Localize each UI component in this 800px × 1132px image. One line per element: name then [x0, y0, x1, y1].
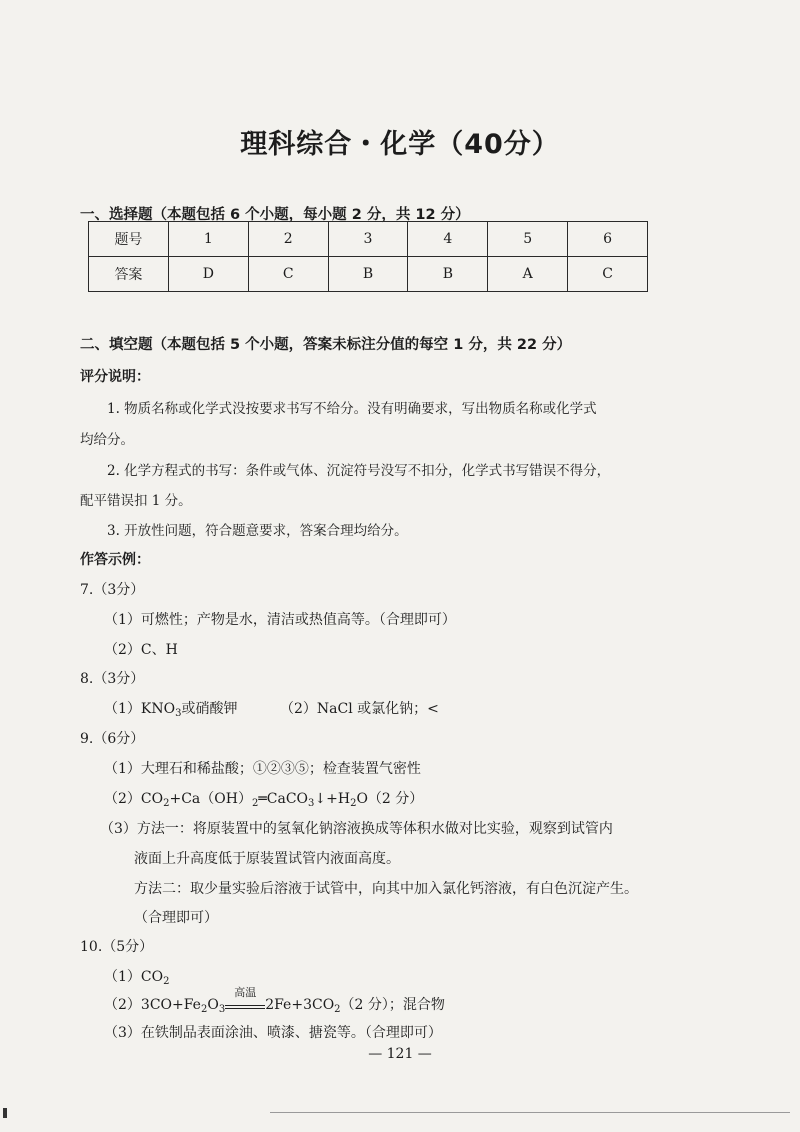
page-number: — 121 —	[368, 1046, 432, 1062]
table-header-question-number: 题号	[89, 222, 169, 257]
table-cell: 6	[568, 222, 648, 257]
table-row-numbers	[89, 222, 648, 257]
grading-note-3: 3. 开放性问题，符合题意要求，答案合理均给分。	[107, 523, 408, 539]
table-cell: 2	[248, 222, 328, 257]
q10-answer-2-equation	[104, 986, 445, 1015]
double-equals-sign	[225, 1005, 265, 1009]
eq-part: ↓+H	[314, 791, 351, 807]
table-cell: C	[248, 257, 328, 292]
q7-answer-2: （2）C、H	[104, 642, 178, 658]
grading-note-2-cont: 配平错误扣 1 分。	[80, 493, 192, 509]
table-cell: B	[408, 257, 488, 292]
eq-part: O	[207, 997, 219, 1013]
grading-note-2: 2. 化学方程式的书写：条件或气体、沉淀符号没写不扣分，化学式书写错误不得分，	[107, 463, 611, 479]
eq-part: +Ca（OH）	[169, 791, 252, 807]
table-cell: B	[328, 257, 408, 292]
eq-part: （2）3CO+Fe	[104, 997, 201, 1013]
q10-answer-3: （3）在铁制品表面涂油、喷漆、搪瓷等。（合理即可）	[104, 1025, 442, 1041]
eq-part: O（2 分）	[356, 791, 424, 807]
subscript: 2	[251, 798, 259, 809]
q7-answer-1: （1）可燃性；产物是水，清洁或热值高等。（合理即可）	[104, 612, 456, 628]
q9-answer-3-line1: （3）方法一：将原装置中的氢氧化钠溶液换成等体积水做对比实验，观察到试管内	[100, 821, 613, 837]
q9-answer-3-line4: （合理即可）	[134, 910, 218, 926]
q9-answer-2-equation	[104, 788, 423, 808]
q8-heading: 8.（3分）	[80, 671, 145, 687]
q8-answer-1	[104, 698, 237, 718]
subscript: 3	[308, 798, 315, 809]
subscript: 2	[350, 798, 357, 809]
table-cell: 5	[488, 222, 568, 257]
grading-title: 评分说明：	[80, 369, 150, 385]
q9-heading: 9.（6分）	[80, 731, 145, 747]
table-header-answer: 答案	[89, 257, 169, 292]
page-title: 理科综合・化学（40分）	[240, 129, 560, 160]
table-cell: D	[168, 257, 248, 292]
table-cell: 3	[328, 222, 408, 257]
q8-a1-text-tail: 或硝酸钾	[181, 701, 238, 717]
condition-label: 高温	[234, 986, 257, 999]
section2-heading: 二、填空题（本题包括 5 个小题，答案未标注分值的每空 1 分，共 22 分）	[80, 337, 572, 353]
eq-part: 2Fe+3CO	[265, 997, 335, 1013]
q10-heading: 10.（5分）	[80, 939, 154, 955]
eq-part: （2）CO	[104, 791, 164, 807]
table-cell: 1	[168, 222, 248, 257]
q7-heading: 7.（3分）	[80, 582, 145, 598]
q9-answer-1: （1）大理石和稀盐酸；①②③⑤；检查装置气密性	[104, 761, 421, 777]
subscript: 3	[175, 708, 182, 719]
reaction-condition	[225, 986, 265, 1009]
grading-note-1-cont: 均给分。	[80, 432, 134, 448]
answer-table	[88, 221, 648, 292]
q10-answer-1	[104, 966, 169, 986]
subscript: 2	[334, 1004, 341, 1015]
q8-a1-text: （1）KNO	[104, 701, 176, 717]
subscript: 2	[163, 976, 170, 987]
subscript: 2	[200, 1004, 208, 1015]
table-cell: C	[568, 257, 648, 292]
table-row-answers	[89, 257, 648, 292]
section1-heading: 一、选择题（本题包括 6 个小题，每小题 2 分，共 12 分）	[80, 207, 470, 223]
q10-a1-text: （1）CO	[104, 969, 164, 985]
subscript: 3	[218, 1004, 226, 1015]
table-cell: A	[488, 257, 568, 292]
q8-answer-2: （2）NaCl 或氯化钠；<	[280, 701, 439, 717]
eq-part: （2 分）；混合物	[340, 997, 445, 1013]
q9-answer-3-line3: 方法二：取少量实验后溶液于试管中，向其中加入氯化钙溶液，有白色沉淀产生。	[134, 881, 638, 897]
grading-note-1: 1. 物质名称或化学式没按要求书写不给分。没有明确要求，写出物质名称或化学式	[107, 401, 597, 417]
eq-part: ═CaCO	[258, 791, 309, 807]
table-cell: 4	[408, 222, 488, 257]
scan-edge-line	[270, 1112, 790, 1113]
scan-mark	[3, 1108, 7, 1118]
example-title: 作答示例：	[80, 552, 150, 568]
q9-answer-3-line2: 液面上升高度低于原装置试管内液面高度。	[134, 851, 400, 867]
subscript: 2	[163, 798, 170, 809]
